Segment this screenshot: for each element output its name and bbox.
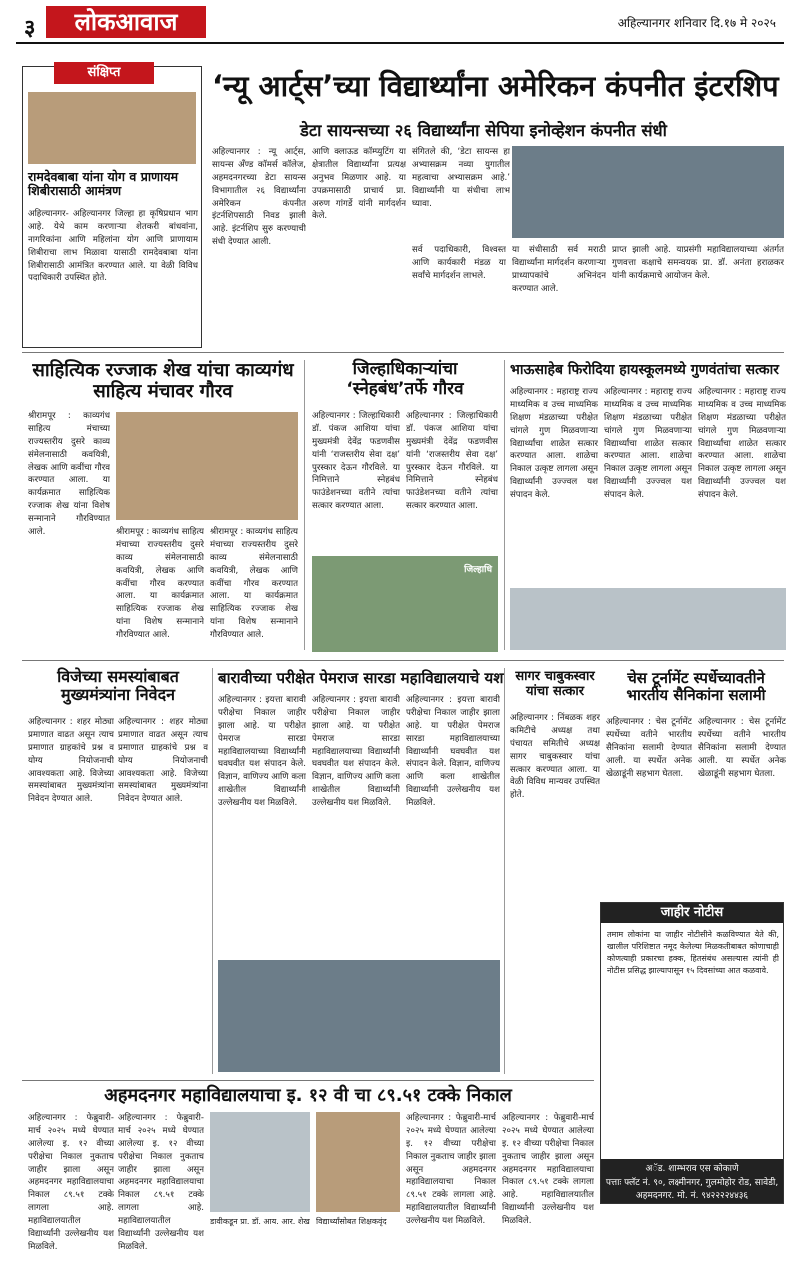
collector-photo — [312, 556, 498, 652]
collector-photo-label: जिल्हाधि — [464, 565, 492, 575]
notice-footer — [601, 1159, 783, 1203]
lead-col-2: आणि क्लाऊड कॉम्प्युटिंग या क्षेत्रातील विद्यार्थ्यांना प्रत्यक्ष अनुभव मिळणार आहे. या उपक्रमासाठी प्राचार्य प्रा. अरुण गांगर्डे यांनी मार्गदर्शन केले. — [312, 147, 406, 222]
summary-body: अहिल्यानगर- अहिल्यानगर जिल्हा हा कृषिप्रधान भाग आहे. येथे काम करणाऱ्या शेतकरी बांधवांना, नागरिकांना आणि महिलांना योग आणि प्राणायाम शिबीराचा लाभ मिळावा यासाठी रामदेवबाबा यांना शिबीरासाठी आमंत्रित करण्यात आले. या वेळी विविध पदाधिकारी उपस्थित होते. — [28, 209, 198, 284]
sarda-body-cont2: अहिल्यानगर : इयत्ता बारावी परीक्षेचा निकाल जाहीर झाला आहे. या परीक्षेत पेमराज सारडा महाविद्यालयाच्या विद्यार्थ्यांनी घवघवीत यश संपादन केले. विज्ञान, वाणिज्य आणि कला शाखेतील विद्यार्थ्यांनी उल्लेखनीय यश मिळविले. — [406, 695, 500, 809]
result-body-cont3: अहिल्यानगर : फेब्रुवारी-मार्च २०२५ मध्ये घेण्यात आलेल्या इ. १२ वीच्या परीक्षेचा निकाल नुकताच जाहीर झाला असून अहमदनगर महाविद्यालयाचा निकाल ८९.५१ टक्के लागला आहे. महाविद्यालयातील विद्यार्थ्यांनी उल्लेखनीय यश मिळविले. — [502, 1113, 594, 1227]
col-rule-a — [304, 360, 305, 650]
chess-headline: चेस टूर्नामेंट स्पर्धेच्यावतीने भारतीय सैनिकांना सलामी — [626, 669, 766, 705]
sarda-headline: बारावीच्या परीक्षेत पेमराज सारडा महाविद्यालयाचे यश — [218, 669, 504, 687]
lead-col-5: या संधीसाठी सर्व मराठी विद्यार्थ्यांना मार्गदर्शन करणाऱ्या प्राध्यापकांचे अभिनंदन करण्यात आले. — [512, 245, 606, 294]
result-photo-1 — [210, 1112, 310, 1212]
collector-body-cont: अहिल्यानगर : जिल्हाधिकारी डॉ. पंकज आशिया यांचा मुख्यमंत्री देवेंद्र फडणवीस यांनी ‘राजस्तरीय सेवा दक्ष’ पुरस्कार देऊन गौरविले. या निमित्ताने स्नेहबंध फाउंडेशनच्या वतीने त्यांचा सत्कार करण्यात आला. — [406, 411, 498, 512]
summary-tag: संक्षिप्त — [54, 62, 154, 84]
sheikh-headline: साहित्यिक रज्जाक शेख यांचा काव्यगंध साहित्य मंचावर गौरव — [32, 360, 294, 403]
col-rule-c — [212, 668, 213, 1074]
collector-headline: जिल्हाधिकाऱ्यांचा ‘स्नेहबंध’तर्फे गौरव — [346, 359, 464, 399]
result-caption-2: विद्यार्थ्यांसोबत शिक्षकवृंद — [316, 1217, 387, 1226]
sheikh-photo — [116, 412, 298, 520]
notice-footer-name: अॅड. शाम्भराव एस कोकाणे — [645, 1164, 739, 1174]
result-headline: अहमदनगर महाविद्यालयाचा इ. १२ वी चा ८९.५१ टक्के निकाल — [104, 1085, 512, 1106]
chess-body: अहिल्यानगर : चेस टूर्नामेंट स्पर्धेच्या वतीने भारतीय सैनिकांना सलामी देण्यात आली. या स्पर्धेत अनेक खेळाडूंनी सहभाग घेतला. — [606, 717, 692, 779]
lead-group-photo — [512, 146, 784, 238]
chess-body-cont: अहिल्यानगर : चेस टूर्नामेंट स्पर्धेच्या वतीने भारतीय सैनिकांना सलामी देण्यात आली. या स्पर्धेत अनेक खेळाडूंनी सहभाग घेतला. — [698, 717, 786, 779]
newspaper-logo: लोकआवाज — [46, 6, 206, 38]
masthead — [0, 0, 800, 60]
result-photo-2 — [316, 1112, 400, 1212]
sarda-body: अहिल्यानगर : इयत्ता बारावी परीक्षेचा निकाल जाहीर झाला आहे. या परीक्षेत पेमराज सारडा महाविद्यालयाच्या विद्यार्थ्यांनी घवघवीत यश संपादन केले. विज्ञान, वाणिज्य आणि कला शाखेतील विद्यार्थ्यांनी उल्लेखनीय यश मिळविले. — [218, 695, 306, 809]
result-body-cont: अहिल्यानगर : फेब्रुवारी-मार्च २०२५ मध्ये घेण्यात आलेल्या इ. १२ वीच्या परीक्षेचा निकाल नुकताच जाहीर झाला असून अहमदनगर महाविद्यालयाचा निकाल ८९.५१ टक्के लागला आहे. महाविद्यालयातील विद्यार्थ्यांनी उल्लेखनीय यश मिळविले. — [118, 1113, 204, 1252]
notice-title: जाहीर नोटीस — [601, 903, 783, 923]
lead-col-1: अहिल्यानगर : न्यू आर्ट्स, सायन्स अँण्ड कॉमर्स कॉलेज, अहमदनगरच्या डेटा सायन्स विभागातील २६ विद्यार्थ्यांना अमेरिकन कंपनीत इंटर्नशिपसाठी निवड झाली आहे. इंटर्नशिप सुरु करण्याची संधी देण्यात आली. — [212, 147, 306, 248]
problems-headline: विजेच्या समस्यांबाबत मुख्यमंत्र्यांना निवेदन — [57, 667, 179, 705]
divider-3 — [22, 1080, 594, 1081]
sheikh-body: श्रीरामपूर : काव्यगंध साहित्य मंचाच्या राज्यस्तरीय दुसरे काव्य संमेलनासाठी कवयित्री, लेखक आणि कवींचा गौरव करण्यात आला. या कार्यक्रमात साहित्यिक रज्जाक शेख यांना विशेष सन्मानाने गौरविण्यात आले. — [28, 411, 110, 538]
firodia-photo — [510, 588, 786, 650]
sarda-body-cont: अहिल्यानगर : इयत्ता बारावी परीक्षेचा निकाल जाहीर झाला आहे. या परीक्षेत पेमराज सारडा महाविद्यालयाच्या विद्यार्थ्यांनी घवघवीत यश संपादन केले. विज्ञान, वाणिज्य आणि कला शाखेतील विद्यार्थ्यांनी उल्लेखनीय यश मिळविले. — [312, 695, 400, 809]
col-rule-b — [504, 360, 505, 650]
firodia-body: अहिल्यानगर : महाराष्ट्र राज्य माध्यमिक व उच्च माध्यमिक शिक्षण मंडळाच्या परीक्षेत चांगले गुण मिळवणाऱ्या विद्यार्थ्यांचा शाळेत सत्कार करण्यात आला. शाळेचा निकाल उत्कृष्ट लागला असून विद्यार्थ्यांनी उज्ज्वल यश संपादन केले. — [510, 387, 598, 501]
divider-2 — [22, 660, 784, 661]
lead-headline: ‘न्यू आर्ट्स’च्या विद्यार्थ्यांना अमेरिकन कंपनीत इंटरशिप — [212, 69, 779, 103]
divider-1 — [22, 352, 784, 353]
result-caption-1: डावीकडून प्रा. डॉ. आय. आर. शेख — [210, 1217, 310, 1226]
firodia-body-cont2: अहिल्यानगर : महाराष्ट्र राज्य माध्यमिक व उच्च माध्यमिक शिक्षण मंडळाच्या परीक्षेत चांगले गुण मिळवणाऱ्या विद्यार्थ्यांचा शाळेत सत्कार करण्यात आला. शाळेचा निकाल उत्कृष्ट लागला असून विद्यार्थ्यांनी उज्ज्वल यश संपादन केले. — [698, 387, 786, 501]
collector-body: अहिल्यानगर : जिल्हाधिकारी डॉ. पंकज आशिया यांचा मुख्यमंत्री देवेंद्र फडणवीस यांनी ‘राजस्तरीय सेवा दक्ष’ पुरस्कार देऊन गौरविले. या निमित्ताने स्नेहबंध फाउंडेशनच्या वतीने त्यांचा सत्कार करण्यात आला. — [312, 411, 400, 512]
sagar-body: अहिल्यानगर : निंबळक शहर कमिटीचे अध्यक्ष तथा पंचायत समितीचे अध्यक्ष सागर चाबुकस्वार यांचा सत्कार करण्यात आला. या वेळी विविध मान्यवर उपस्थित होते. — [510, 713, 600, 801]
firodia-body-cont: अहिल्यानगर : महाराष्ट्र राज्य माध्यमिक व उच्च माध्यमिक शिक्षण मंडळाच्या परीक्षेत चांगले गुण मिळवणाऱ्या विद्यार्थ्यांचा शाळेत सत्कार करण्यात आला. शाळेचा निकाल उत्कृष्ट लागला असून विद्यार्थ्यांनी उज्ज्वल यश संपादन केले. — [604, 387, 692, 501]
problems-body-cont: अहिल्यानगर : शहर मोठ्या प्रमाणात वाढत असून त्याच प्रमाणात ग्राहकांचे प्रश्न व योग्य नियोजनाची आवश्यकता आहे. विजेच्या समस्यांबाबत मुख्यमंत्र्यांना निवेदन देण्यात आले. — [118, 717, 208, 805]
sheikh-body-cont2: श्रीरामपूर : काव्यगंध साहित्य मंचाच्या राज्यस्तरीय दुसरे काव्य संमेलनासाठी कवयित्री, लेखक आणि कवींचा गौरव करण्यात आला. या कार्यक्रमात साहित्यिक रज्जाक शेख यांना विशेष सन्मानाने गौरविण्यात आले. — [210, 527, 298, 641]
page-number: ३ — [24, 16, 36, 41]
firodia-headline: भाऊसाहेब फिरोदिया हायस्कूलमध्ये गुणवंतांचा सत्कार — [510, 362, 779, 378]
lead-col-6: प्राप्त झाली आहे. याप्रसंगी महाविद्यालयाच्या अंतर्गत गुणवत्ता कक्षाचे समन्वयक प्रा. डॉ. अनंता हराळकर यांनी कार्यक्रमाचे आयोजन केले. — [612, 245, 784, 281]
top-rule — [16, 42, 784, 44]
summary-headline: रामदेवबाबा यांना योग व प्राणायम शिबीरासाठी आमंत्रण — [28, 169, 179, 199]
col-rule-d — [504, 668, 505, 1074]
result-body-cont2: अहिल्यानगर : फेब्रुवारी-मार्च २०२५ मध्ये घेण्यात आलेल्या इ. १२ वीच्या परीक्षेचा निकाल नुकताच जाहीर झाला असून अहमदनगर महाविद्यालयाचा निकाल ८९.५१ टक्के लागला आहे. महाविद्यालयातील विद्यार्थ्यांनी उल्लेखनीय यश मिळविले. — [406, 1113, 496, 1227]
problems-body: अहिल्यानगर : शहर मोठ्या प्रमाणात वाढत असून त्याच प्रमाणात ग्राहकांचे प्रश्न व योग्य नियोजनाची आवश्यकता आहे. विजेच्या समस्यांबाबत मुख्यमंत्र्यांना निवेदन देण्यात आले. — [28, 717, 114, 805]
sagar-headline: सागर चाबुकस्वार यांचा सत्कार — [515, 669, 595, 699]
notice-footer-address: पत्ताः फ्लॅट नं. ९०, लक्ष्मीनगर, गुलमोहोर रोड, सावेडी, अहमदनगर. मो. नं. ९४२२२२४४३६ — [605, 1177, 779, 1201]
lead-subhead: डेटा सायन्सच्या २६ विद्यार्थ्यांना सेपिया इनोव्हेशन कंपनीत संधी — [300, 121, 667, 140]
result-body: अहिल्यानगर : फेब्रुवारी-मार्च २०२५ मध्ये घेण्यात आलेल्या इ. १२ वीच्या परीक्षेचा निकाल नुकताच जाहीर झाला असून अहमदनगर महाविद्यालयाचा निकाल ८९.५१ टक्के लागला आहे. महाविद्यालयातील विद्यार्थ्यांनी उल्लेखनीय यश मिळविले. — [28, 1113, 114, 1252]
sarda-photo — [218, 960, 500, 1072]
issue-date: अहिल्यानगर शनिवार दि.१७ मे २०२५ — [617, 16, 776, 30]
notice-body: तमाम लोकांना या जाहीर नोटीसीने कळविण्यात येते की, खालील परिशिष्टात नमूद केलेल्या मिळकतीबाबत कोणाचाही कोणत्याही प्रकारचा हक्क, हितसंबंध असल्यास त्यांनी ही नोटीस प्रसिद्ध झाल्यापासून १५ दिवसांच्या आत कळवावे. — [607, 930, 779, 975]
lead-col-3: संगितले की, ‘डेटा सायन्स हा अभ्यासक्रम नव्या युगातील महत्वाचा अभ्यासक्रम आहे.’ विद्यार्थ्यांनी या संधीचा लाभ घ्यावा. — [412, 147, 510, 209]
public-notice — [600, 902, 784, 1204]
summary-photo — [28, 92, 196, 164]
sheikh-body-cont: श्रीरामपूर : काव्यगंध साहित्य मंचाच्या राज्यस्तरीय दुसरे काव्य संमेलनासाठी कवयित्री, लेखक आणि कवींचा गौरव करण्यात आला. या कार्यक्रमात साहित्यिक रज्जाक शेख यांना विशेष सन्मानाने गौरविण्यात आले. — [116, 527, 204, 641]
lead-col-4: सर्व पदाधिकारी, विश्वस्त आणि कार्यकारी मंडळ या सर्वांचे मार्गदर्शन लाभले. — [412, 245, 506, 281]
